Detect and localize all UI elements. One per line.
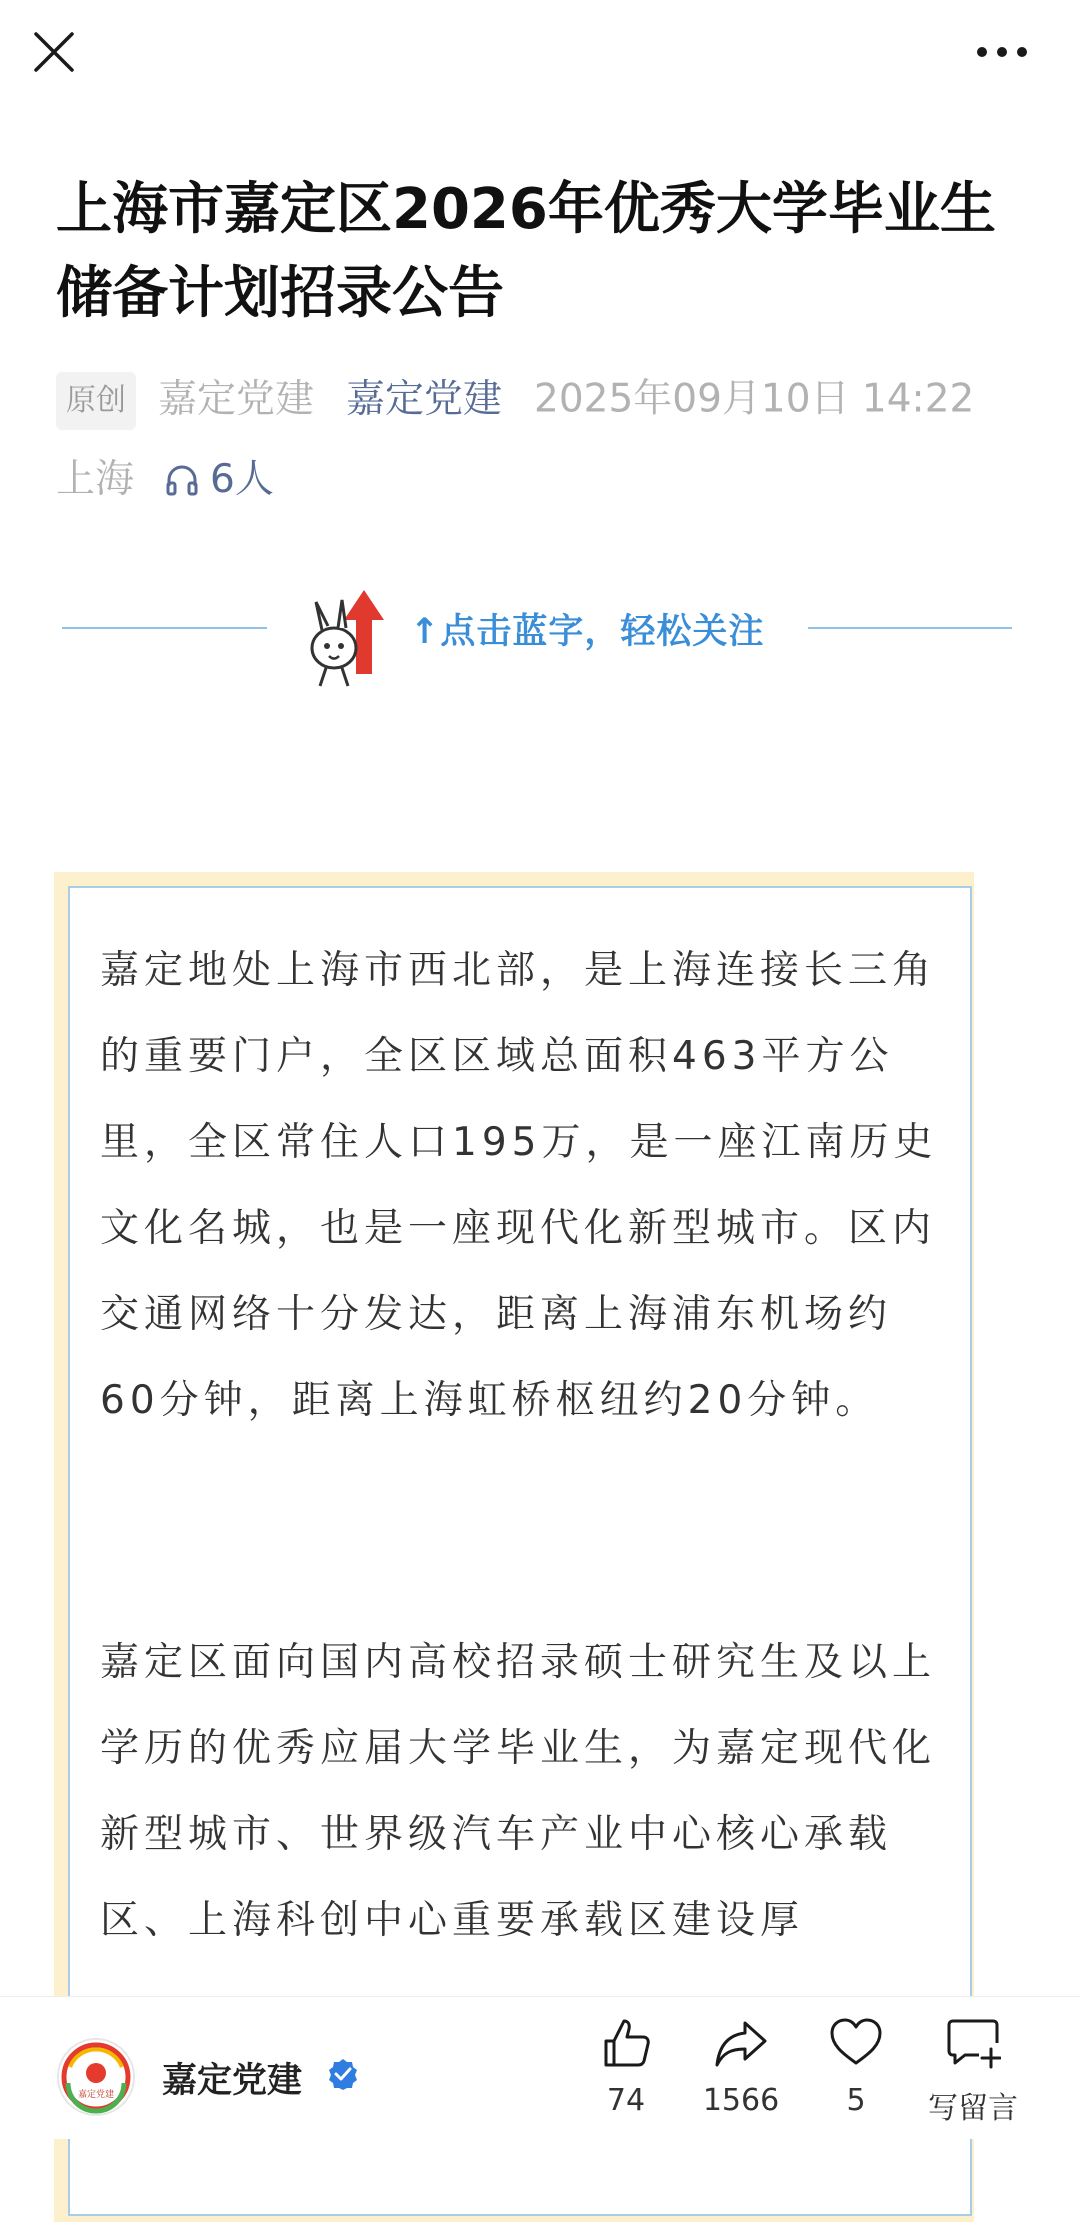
share-button[interactable]: [681, 2015, 801, 2135]
original-badge: 原创: [56, 372, 136, 430]
meta-row-primary: [56, 372, 974, 430]
more-icon: [972, 30, 1032, 74]
mascot-arrow-icon: [298, 582, 398, 692]
comment-icon: [945, 2015, 1001, 2071]
listener-count: 6人: [210, 457, 274, 502]
favorite-button[interactable]: [796, 2015, 916, 2135]
author-name: 嘉定党建: [158, 376, 315, 422]
account-link[interactable]: 嘉定党建: [346, 376, 503, 422]
bottom-account-name[interactable]: 嘉定党建: [162, 2061, 303, 2101]
banner-divider-right: [808, 627, 1012, 629]
listen-button[interactable]: [164, 457, 274, 502]
more-button[interactable]: [972, 30, 1032, 74]
heart-icon: [828, 2015, 884, 2071]
bottom-bar: [0, 1996, 1080, 2139]
avatar-text: 嘉定党建: [77, 2090, 115, 2100]
headphones-icon: [164, 462, 200, 498]
comment-button[interactable]: [913, 2015, 1033, 2135]
body-paragraph: 嘉定地处上海市西北部，是上海连接长三角的重要门户，全区区域总面积463平方公里，全区常住人口195万，是一座江南历史文化名城，也是一座现代化新型城市。区内交通网络十分发达，距离上海浦东机场约60分钟，距离上海虹桥枢纽约20分钟。: [100, 948, 938, 1423]
share-count: 1566: [702, 2083, 780, 2118]
follow-text[interactable]: ↑点击蓝字，轻松关注: [410, 612, 765, 652]
top-bar: [0, 0, 1080, 100]
publish-datetime: 2025年09月10日 14:22: [534, 376, 975, 422]
account-avatar[interactable]: [56, 2037, 136, 2117]
meta-row-secondary: [56, 454, 274, 506]
like-icon: [598, 2015, 654, 2071]
close-icon: [30, 28, 78, 76]
article-title: 上海市嘉定区2026年优秀大学毕业生储备计划招录公告: [56, 177, 996, 326]
favorite-count: 5: [846, 2083, 866, 2118]
like-button[interactable]: [566, 2015, 686, 2135]
verified-icon: [326, 2057, 360, 2091]
like-count: 74: [606, 2083, 646, 2118]
close-button[interactable]: [30, 28, 78, 76]
share-icon: [713, 2015, 769, 2071]
location: 上海: [56, 457, 135, 502]
comment-label: 写留言: [928, 2091, 1018, 2126]
follow-banner[interactable]: [62, 582, 1012, 692]
banner-divider-left: [62, 627, 267, 629]
body-paragraph: 嘉定区面向国内高校招录硕士研究生及以上学历的优秀应届大学毕业生，为嘉定现代化新型城市、世界级汽车产业中心核心承载区、上海科创中心重要承载区建设厚: [100, 1640, 937, 1943]
